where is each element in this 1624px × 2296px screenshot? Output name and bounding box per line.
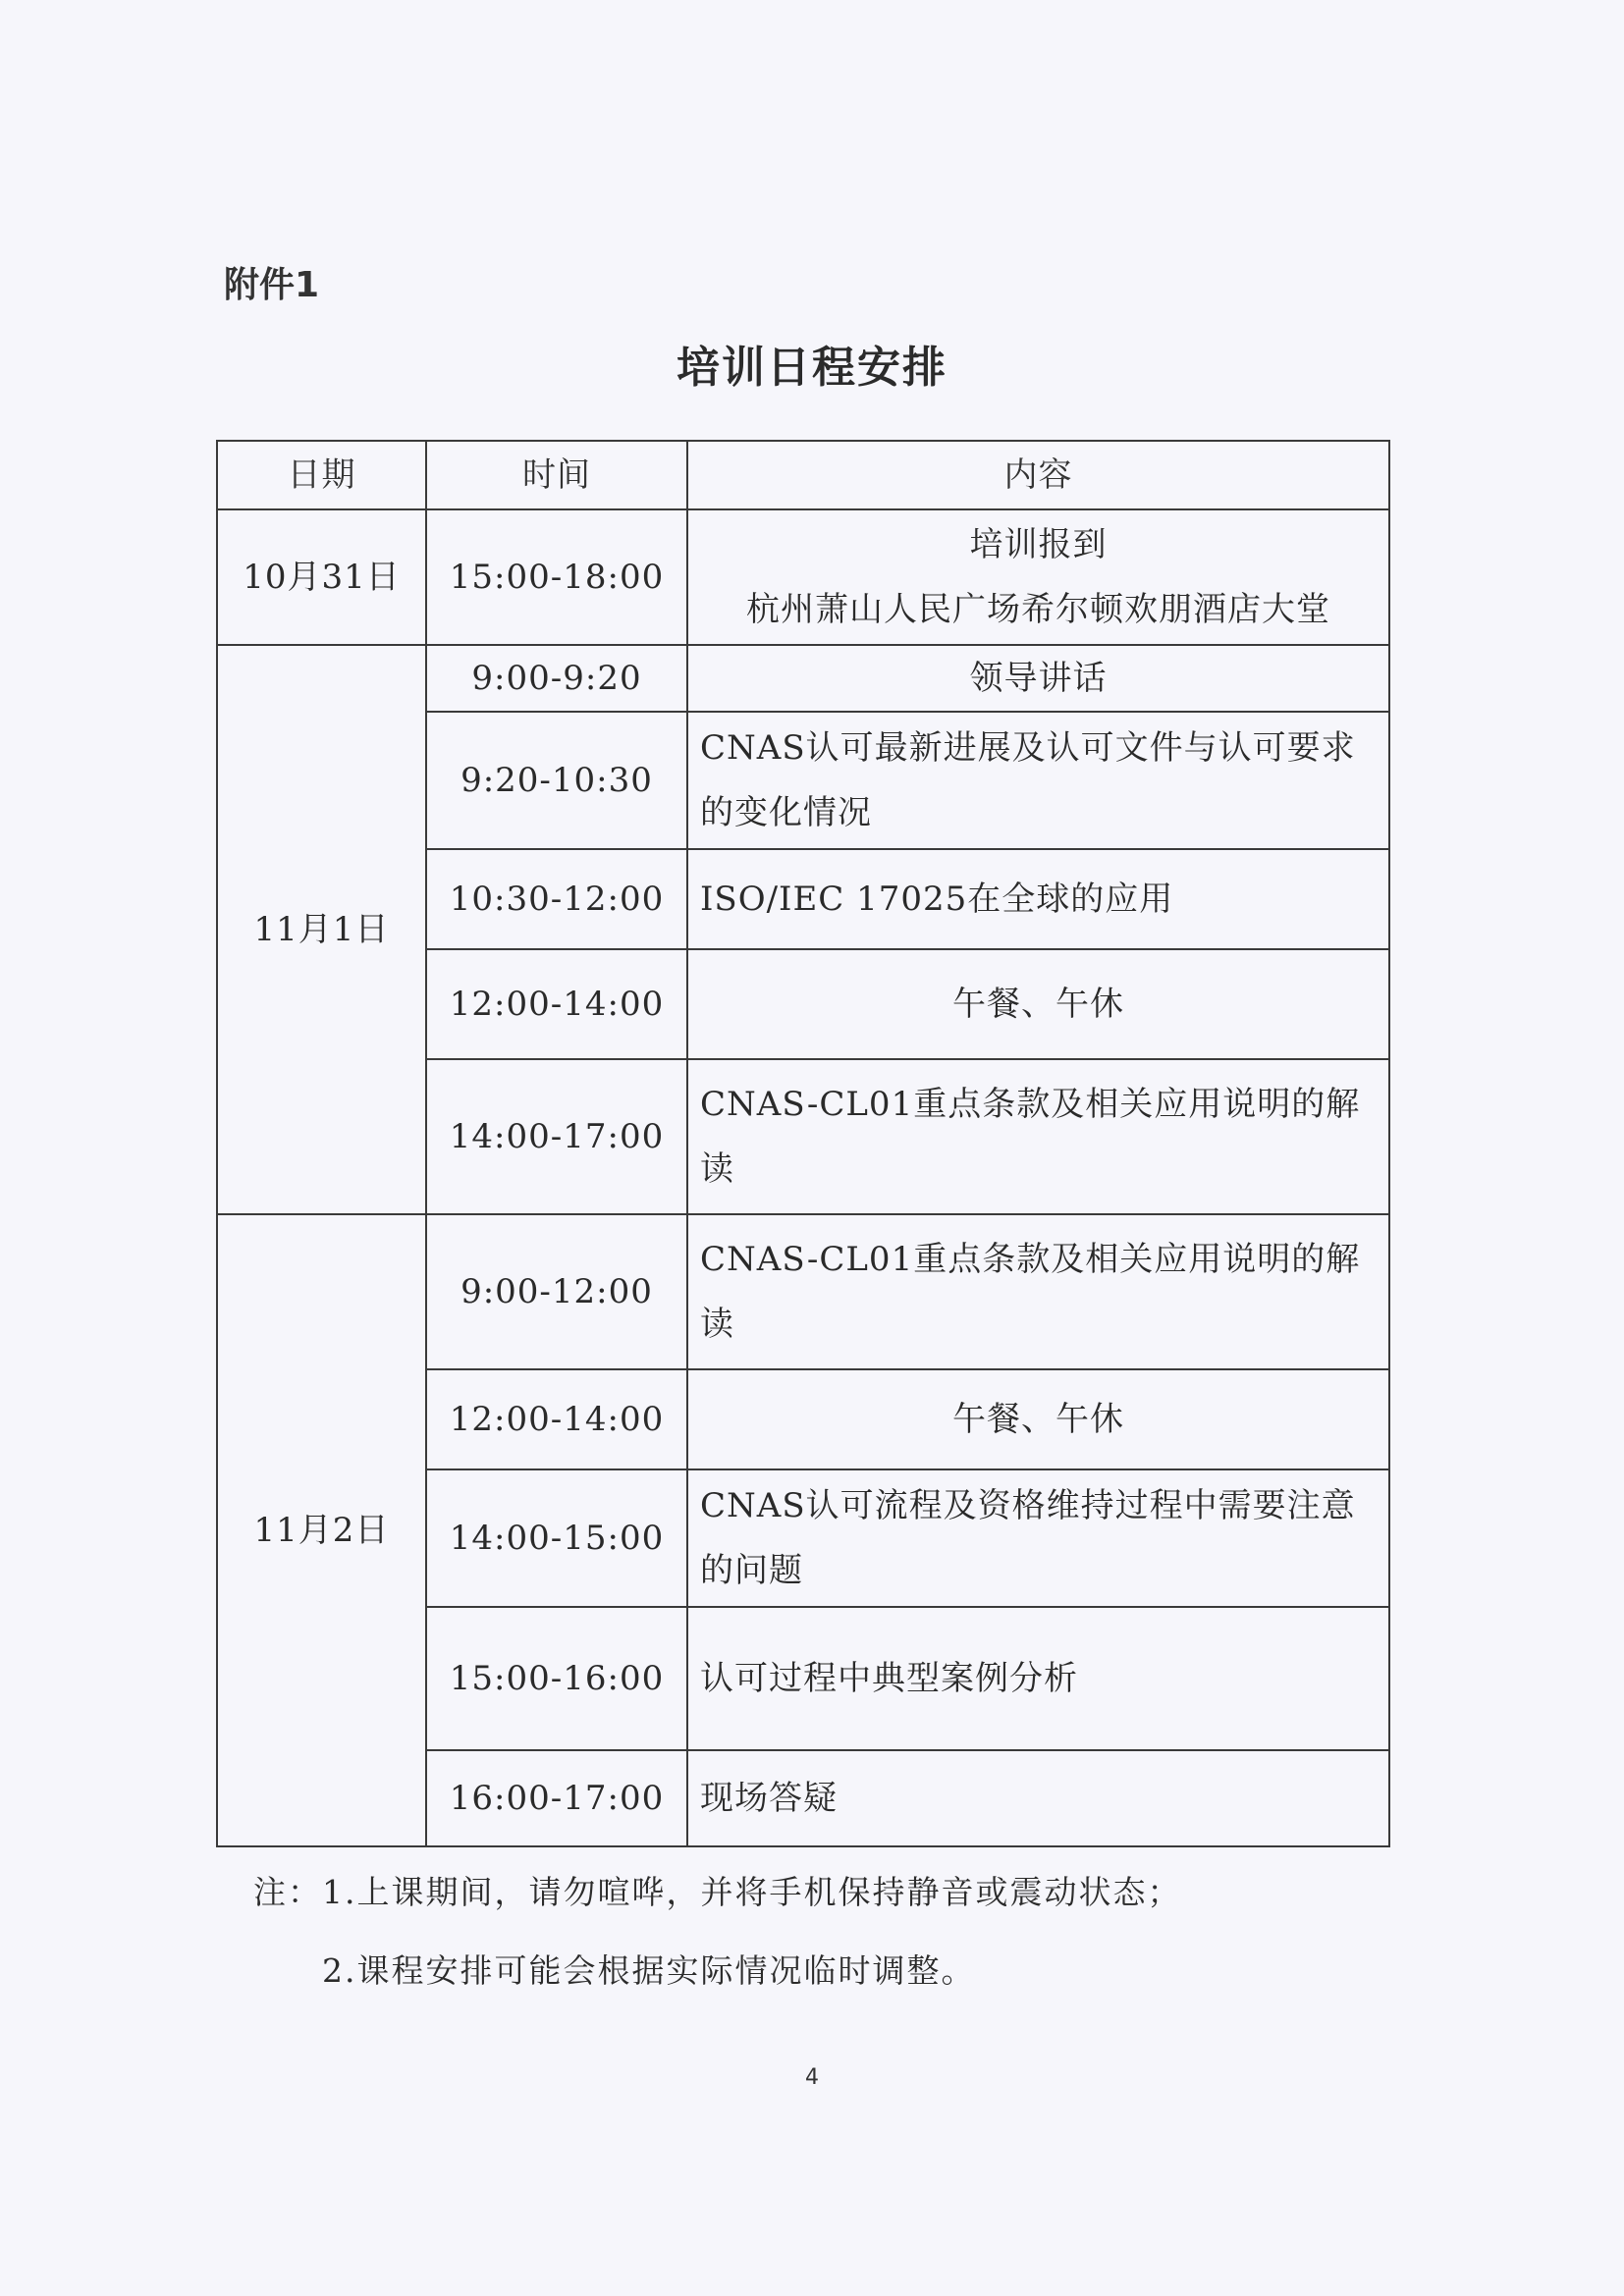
time-cell: 10:30-12:00 [426, 849, 687, 949]
header-time: 时间 [426, 441, 687, 509]
time-cell: 14:00-15:00 [426, 1469, 687, 1607]
content-cell: 认可过程中典型案例分析 [687, 1607, 1389, 1750]
table-row [217, 509, 1389, 645]
date-cell: 11月2日 [217, 1214, 426, 1846]
content-cell: 午餐、午休 [687, 1369, 1389, 1469]
time-cell: 15:00-18:00 [426, 509, 687, 645]
content-cell: CNAS-CL01重点条款及相关应用说明的解读 [687, 1059, 1389, 1214]
time-cell: 12:00-14:00 [426, 1369, 687, 1469]
table-row [217, 1214, 1389, 1369]
content-cell: 培训报到 杭州萧山人民广场希尔顿欢朋酒店大堂 [687, 509, 1389, 645]
schedule-body [217, 509, 1389, 1846]
header-date: 日期 [217, 441, 426, 509]
time-cell: 12:00-14:00 [426, 949, 687, 1059]
time-cell: 9:00-9:20 [426, 645, 687, 712]
content-cell: CNAS认可最新进展及认可文件与认可要求的变化情况 [687, 712, 1389, 849]
attachment-label: 附件1 [224, 265, 320, 305]
header-content: 内容 [687, 441, 1389, 509]
schedule-table [216, 440, 1390, 1847]
content-cell: ISO/IEC 17025在全球的应用 [687, 849, 1389, 949]
content-cell: CNAS认可流程及资格维持过程中需要注意的问题 [687, 1469, 1389, 1607]
time-cell: 15:00-16:00 [426, 1607, 687, 1750]
page-title: 培训日程安排 [677, 343, 947, 393]
content-cell: 现场答疑 [687, 1750, 1389, 1846]
note-line: 注：1.上课期间，请勿喧哗，并将手机保持静音或震动状态； [253, 1873, 1182, 1911]
content-cell: 午餐、午休 [687, 949, 1389, 1059]
time-cell: 9:00-12:00 [426, 1214, 687, 1369]
date-cell: 11月1日 [217, 645, 426, 1214]
time-cell: 16:00-17:00 [426, 1750, 687, 1846]
time-cell: 9:20-10:30 [426, 712, 687, 849]
time-cell: 14:00-17:00 [426, 1059, 687, 1214]
notes [253, 1863, 1182, 2020]
page-number: 4 [805, 2065, 819, 2090]
date-cell: 10月31日 [217, 509, 426, 645]
note-line: 2.课程安排可能会根据实际情况临时调整。 [322, 1951, 976, 1990]
content-cell: 领导讲话 [687, 645, 1389, 712]
table-header-row [217, 441, 1389, 509]
table-row [217, 645, 1389, 712]
content-cell: CNAS-CL01重点条款及相关应用说明的解读 [687, 1214, 1389, 1369]
